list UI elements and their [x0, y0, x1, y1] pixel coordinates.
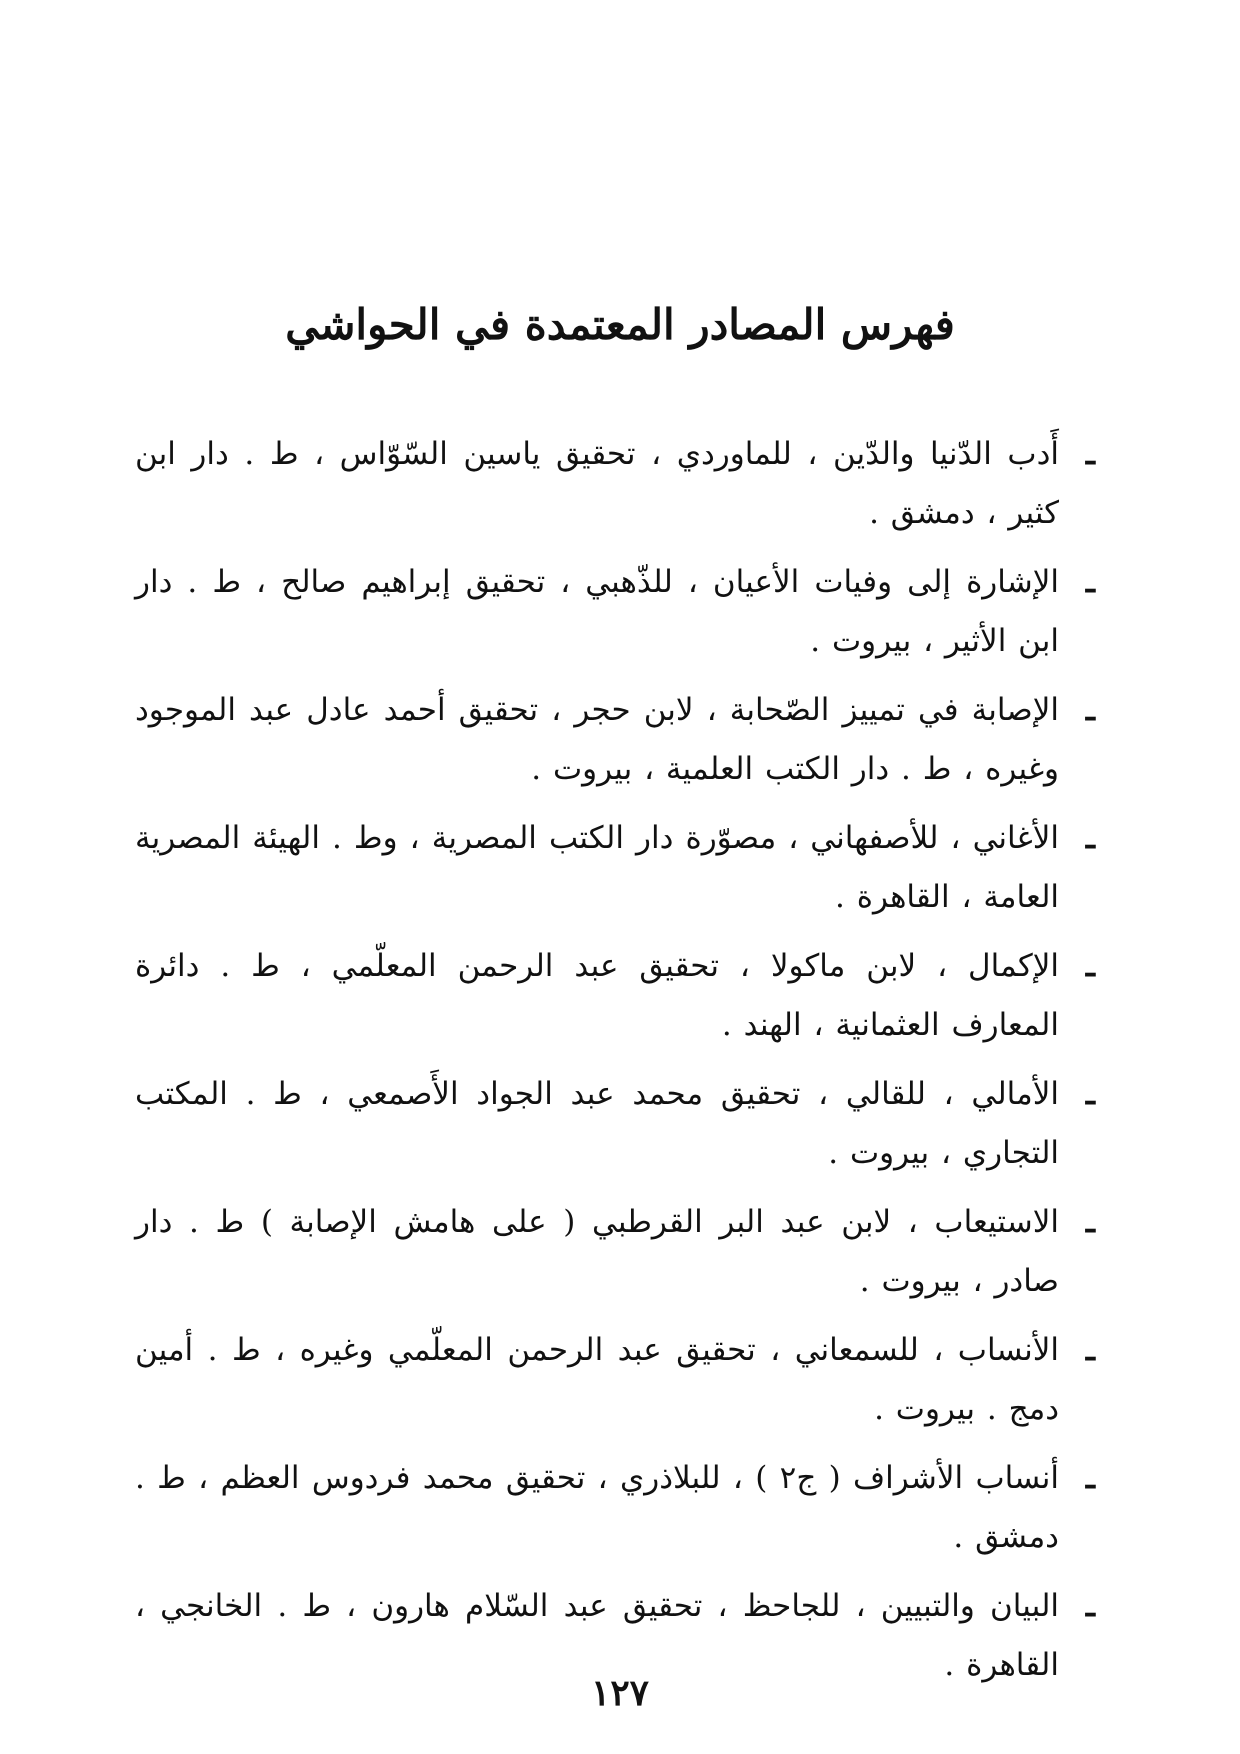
entry-text: أَدب الدّنيا والدّين ، للماوردي ، تحقيق ياسين السّوّاس ، ط . دار ابن كثير ، دمشق .: [135, 436, 1059, 531]
entry-text: الإكمال ، لابن ماكولا ، تحقيق عبد الرحمن المعلّمي ، ط . دائرة المعارف العثمانية ، الهند .: [135, 948, 1059, 1043]
bullet-dash: ـ: [1085, 820, 1095, 856]
list-item: [135, 1193, 1095, 1311]
page-number: ١٢٧: [590, 1672, 649, 1714]
list-item: [135, 553, 1095, 671]
list-item: [135, 809, 1095, 927]
list-item: [135, 681, 1095, 799]
entry-text: البيان والتبيين ، للجاحظ ، تحقيق عبد السّلام هارون ، ط . الخانجي ، القاهرة .: [135, 1588, 1059, 1683]
entry-text: الأنساب ، للسمعاني ، تحقيق عبد الرحمن المعلّمي وغيره ، ط . أمين دمج . بيروت .: [135, 1332, 1059, 1427]
list-item: [135, 1065, 1095, 1183]
bullet-dash: ـ: [1085, 948, 1095, 984]
bullet-dash: ـ: [1085, 692, 1095, 728]
bullet-dash: ـ: [1085, 1460, 1095, 1496]
entry-text: الإصابة في تمييز الصّحابة ، لابن حجر ، تحقيق أحمد عادل عبد الموجود وغيره ، ط . دار الكتب العلمية ، بيروت .: [135, 692, 1059, 787]
sources-list: [135, 425, 1095, 1705]
bullet-dash: ـ: [1085, 1588, 1095, 1624]
list-item: [135, 425, 1095, 543]
entry-text: الأغاني ، للأصفهاني ، مصوّرة دار الكتب المصرية ، وط . الهيئة المصرية العامة ، القاهرة .: [135, 820, 1059, 915]
entry-text: أنساب الأشراف ( ج٢ ) ، للبلاذري ، تحقيق محمد فردوس العظم ، ط . دمشق .: [135, 1460, 1060, 1555]
entry-text: الأمالي ، للقالي ، تحقيق محمد عبد الجواد الأَصمعي ، ط . المكتب التجاري ، بيروت .: [135, 1076, 1059, 1171]
page-title: فهرس المصادر المعتمدة في الحواشي: [285, 300, 955, 349]
bullet-dash: ـ: [1085, 436, 1095, 472]
entry-text: الاستيعاب ، لابن عبد البر القرطبي ( على هامش الإصابة ) ط . دار صادر ، بيروت .: [135, 1204, 1059, 1299]
bullet-dash: ـ: [1085, 1076, 1095, 1112]
bullet-dash: ـ: [1085, 1332, 1095, 1368]
bullet-dash: ـ: [1085, 564, 1095, 600]
list-item: [135, 937, 1095, 1055]
list-item: [135, 1449, 1095, 1567]
list-item: [135, 1321, 1095, 1439]
entry-text: الإشارة إلى وفيات الأعيان ، للذّهبي ، تحقيق إبراهيم صالح ، ط . دار ابن الأثير ، بيروت .: [135, 564, 1059, 659]
bullet-dash: ـ: [1085, 1204, 1095, 1240]
